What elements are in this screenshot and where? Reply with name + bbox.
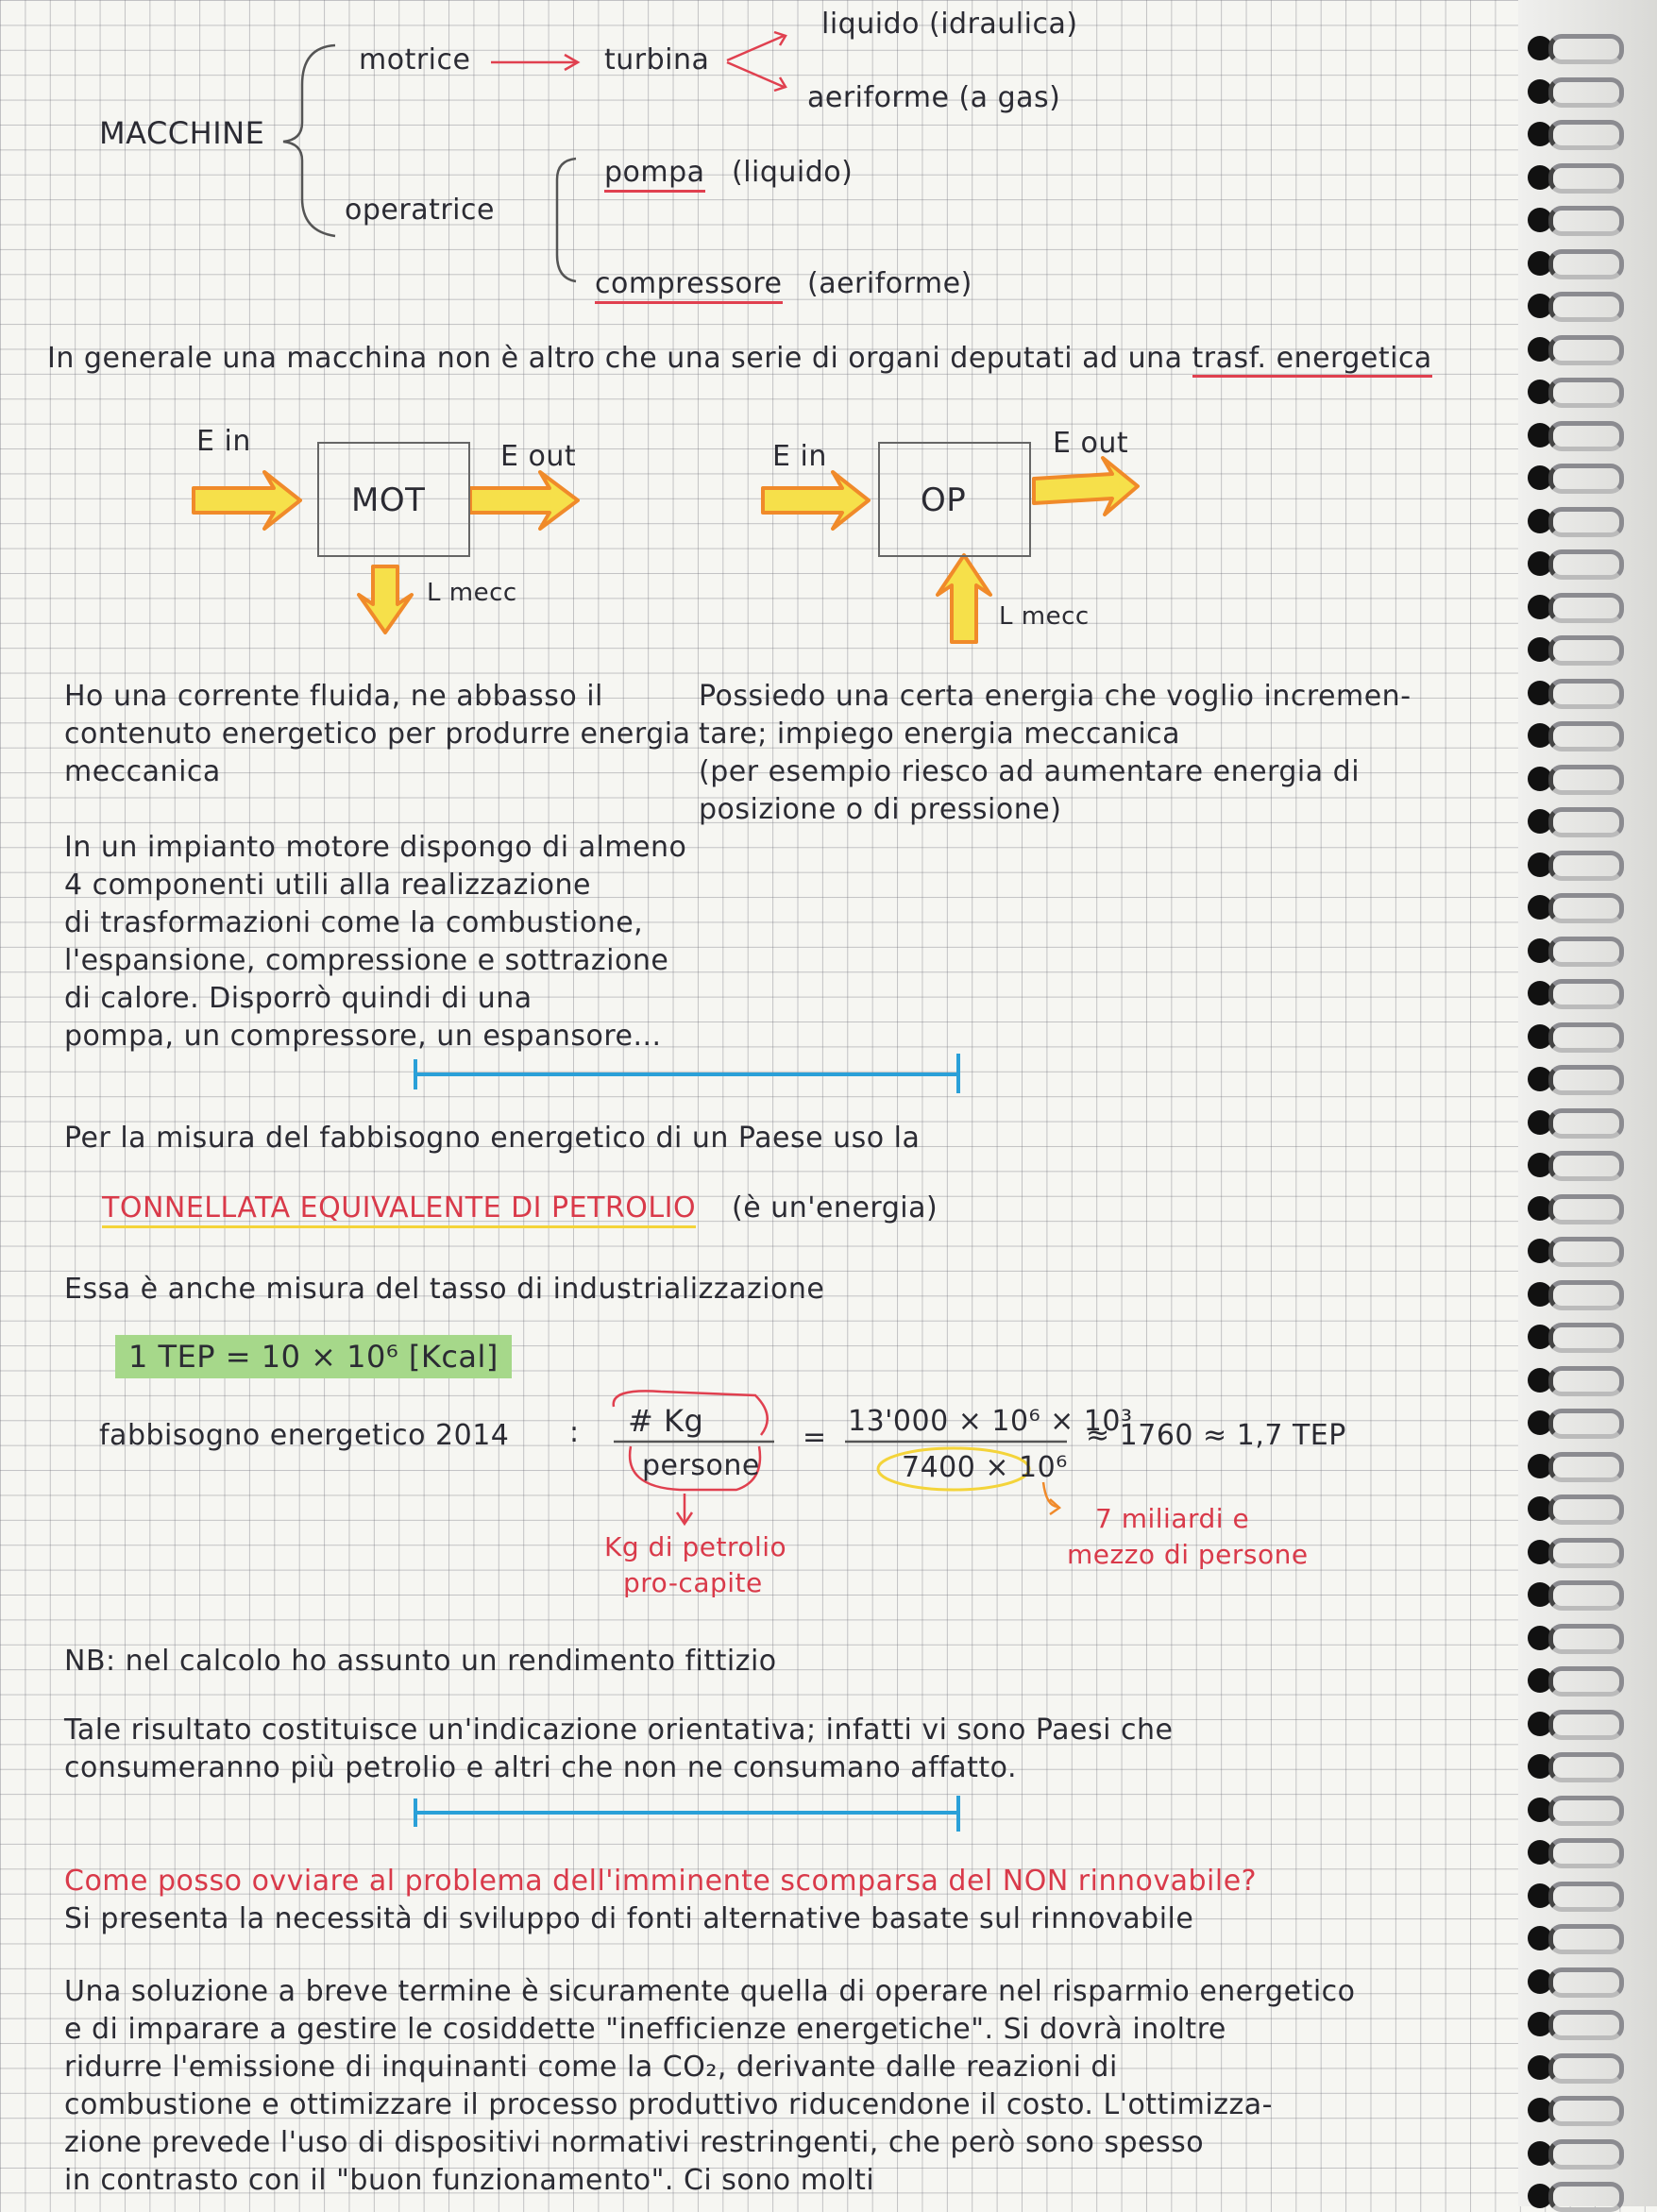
calc-denominator: 7400 × 10⁶ xyxy=(902,1451,1068,1484)
binding-coil xyxy=(1548,765,1624,795)
binding-coil xyxy=(1548,464,1624,494)
binding-coil xyxy=(1548,1882,1624,1912)
turbina-label: turbina xyxy=(604,43,710,76)
impianto-line: di trasformazioni come la combustione, xyxy=(64,906,644,939)
binding-coil xyxy=(1548,937,1624,967)
tep-note: (è un'energia) xyxy=(732,1191,938,1224)
formula-colon: : xyxy=(569,1416,580,1449)
binding-coil xyxy=(1548,1022,1624,1053)
desc-mot-line: Ho una corrente fluida, ne abbasso il xyxy=(64,680,603,713)
liquido-label: liquido (idraulica) xyxy=(821,8,1078,41)
op-ein-label: E in xyxy=(772,440,827,473)
note-pop-line: mezzo di persone xyxy=(1067,1539,1309,1570)
binding-coil xyxy=(1548,1280,1624,1310)
pompa-label: pompa xyxy=(604,156,705,193)
soluzione-line: combustione e ottimizzare il processo produttivo riducendone il costo. L'ottimizza- xyxy=(64,2088,1273,2121)
binding-coil xyxy=(1548,1838,1624,1868)
mot-ein-label: E in xyxy=(196,425,251,458)
domanda-line: Come posso ovviare al problema dell'imminente scomparsa del NON rinnovabile? xyxy=(64,1865,1258,1898)
binding-coil xyxy=(1548,120,1624,150)
formula-equals: = xyxy=(803,1421,827,1454)
tep-title: TONNELLATA EQUIVALENTE DI PETROLIO xyxy=(102,1191,696,1228)
nb-line: NB: nel calcolo ho assunto un rendimento fittizio xyxy=(64,1645,777,1678)
note-kg-line: Kg di petrolio xyxy=(604,1531,787,1562)
misura-line: Essa è anche misura del tasso di industrializzazione xyxy=(64,1273,825,1306)
operatrice-label: operatrice xyxy=(345,194,495,227)
binding-coil xyxy=(1548,979,1624,1009)
binding-coil xyxy=(1548,1624,1624,1654)
binding-coil xyxy=(1548,249,1624,279)
note-kg-line: pro-capite xyxy=(623,1567,763,1598)
binding-coil xyxy=(1548,635,1624,666)
soluzione-line: zione prevede l'uso di dispositivi normativi restringenti, che però sono spesso xyxy=(64,2126,1205,2159)
calc-numerator: 13'000 × 10⁶ × 10³ xyxy=(848,1405,1133,1438)
desc-op-line: tare; impiego energia meccanica xyxy=(699,718,1181,751)
intro-text: In generale una macchina non è altro che una serie di organi deputati ad una xyxy=(47,342,1183,375)
desc-op-line: Possiedo una certa energia che voglio incremen- xyxy=(699,680,1412,713)
mot-lmecc-label: L mecc xyxy=(427,579,517,607)
mot-label: MOT xyxy=(351,481,426,519)
soluzione-line: Una soluzione a breve termine è sicuramente quella di operare nel risparmio energetico xyxy=(64,1975,1356,2008)
binding-coil xyxy=(1548,206,1624,236)
soluzione-line: e di imparare a gestire le cosiddette "inefficienze energetiche". Si dovrà inoltre xyxy=(64,2013,1226,2046)
binding-coil xyxy=(1548,2010,1624,2040)
desc-mot-line: contenuto energetico per produrre energia xyxy=(64,718,691,751)
note-pop-line: 7 miliardi e xyxy=(1095,1503,1250,1534)
binding-coil xyxy=(1548,507,1624,537)
calc-result: ≈ 1760 ≈ 1,7 TEP xyxy=(1086,1419,1346,1452)
desc-mot-line: meccanica xyxy=(64,755,221,788)
compressore-label: compressore xyxy=(595,267,783,304)
binding-coil xyxy=(1548,292,1624,322)
binding-coil xyxy=(1548,721,1624,751)
binding-coil xyxy=(1548,1752,1624,1782)
necessita-line: Si presenta la necessità di sviluppo di fonti alternative basate sul rinnovabile xyxy=(64,1902,1194,1935)
risultato-line: consumeranno più petrolio e altri che non ne consumano affatto. xyxy=(64,1751,1018,1784)
binding-coil xyxy=(1548,1151,1624,1181)
binding-coil xyxy=(1548,335,1624,365)
desc-op-line: (per esempio riesco ad aumentare energia di xyxy=(699,755,1361,788)
binding-coil xyxy=(1548,2053,1624,2084)
desc-op-line: posizione o di pressione) xyxy=(699,793,1062,826)
binding-coil xyxy=(1548,593,1624,623)
fabbisogno-label: fabbisogno energetico 2014 xyxy=(99,1419,510,1452)
binding-coil xyxy=(1548,1924,1624,1954)
binding-coil xyxy=(1548,378,1624,408)
risultato-line: Tale risultato costituisce un'indicazione orientativa; infatti vi sono Paesi che xyxy=(64,1714,1174,1747)
op-lmecc-label: L mecc xyxy=(999,602,1090,631)
binding-coil xyxy=(1548,1666,1624,1697)
binding-coil xyxy=(1548,421,1624,451)
binding-coil xyxy=(1548,77,1624,108)
binding-coil xyxy=(1548,1108,1624,1139)
soluzione-line: ridurre l'emissione di inquinanti come la CO₂, derivante dalle reazioni di xyxy=(64,2051,1118,2084)
fraction-numerator: # Kg xyxy=(628,1403,704,1439)
mot-eout-label: E out xyxy=(500,440,577,473)
pompa-note: (liquido) xyxy=(732,156,854,189)
binding-coil xyxy=(1548,679,1624,709)
binding-coil xyxy=(1548,1323,1624,1353)
motrice-label: motrice xyxy=(359,43,471,76)
binding-coil xyxy=(1548,1967,1624,1998)
impianto-line: In un impianto motore dispongo di almeno xyxy=(64,831,687,864)
tep-formula: 1 TEP = 10 × 10⁶ [Kcal] xyxy=(115,1335,512,1378)
binding-coil xyxy=(1548,851,1624,881)
impianto-line: l'espansione, compressione e sottrazione xyxy=(64,944,669,977)
binding-coil xyxy=(1548,2139,1624,2170)
binding-coil xyxy=(1548,34,1624,64)
compressore-note: (aeriforme) xyxy=(807,267,972,300)
binding-coil xyxy=(1548,1796,1624,1826)
binding-coil xyxy=(1548,1494,1624,1525)
binding-coil xyxy=(1548,1409,1624,1439)
soluzione-line: in contrasto con il "buon funzionamento". Ci sono molti xyxy=(64,2164,875,2197)
binding-coil xyxy=(1548,549,1624,580)
binding-coil xyxy=(1548,2182,1624,2212)
op-label: OP xyxy=(921,481,967,519)
aeriforme-label: aeriforme (a gas) xyxy=(807,81,1061,114)
binding-coil xyxy=(1548,1538,1624,1568)
binding-coil xyxy=(1548,1580,1624,1611)
binding-coil xyxy=(1548,1366,1624,1396)
fraction-denominator: persone xyxy=(642,1449,760,1482)
impianto-line: pompa, un compressore, un espansore... xyxy=(64,1020,662,1053)
op-eout-label: E out xyxy=(1053,427,1129,460)
binding-coil xyxy=(1548,893,1624,923)
spiral-binding xyxy=(1518,0,1657,2206)
binding-coil xyxy=(1548,1194,1624,1224)
binding-coil xyxy=(1548,1237,1624,1267)
impianto-line: di calore. Disporrò quindi di una xyxy=(64,982,533,1015)
binding-coil xyxy=(1548,2096,1624,2126)
binding-coil xyxy=(1548,1452,1624,1482)
macchine-title: MACCHINE xyxy=(99,115,265,151)
binding-coil xyxy=(1548,807,1624,837)
intro-link: trasf. energetica xyxy=(1192,342,1432,378)
binding-coil xyxy=(1548,1710,1624,1740)
binding-coil xyxy=(1548,1065,1624,1095)
binding-coil xyxy=(1548,163,1624,194)
impianto-line: 4 componenti utili alla realizzazione xyxy=(64,869,591,902)
fabbisogno-line: Per la misura del fabbisogno energetico di un Paese uso la xyxy=(64,1122,921,1155)
